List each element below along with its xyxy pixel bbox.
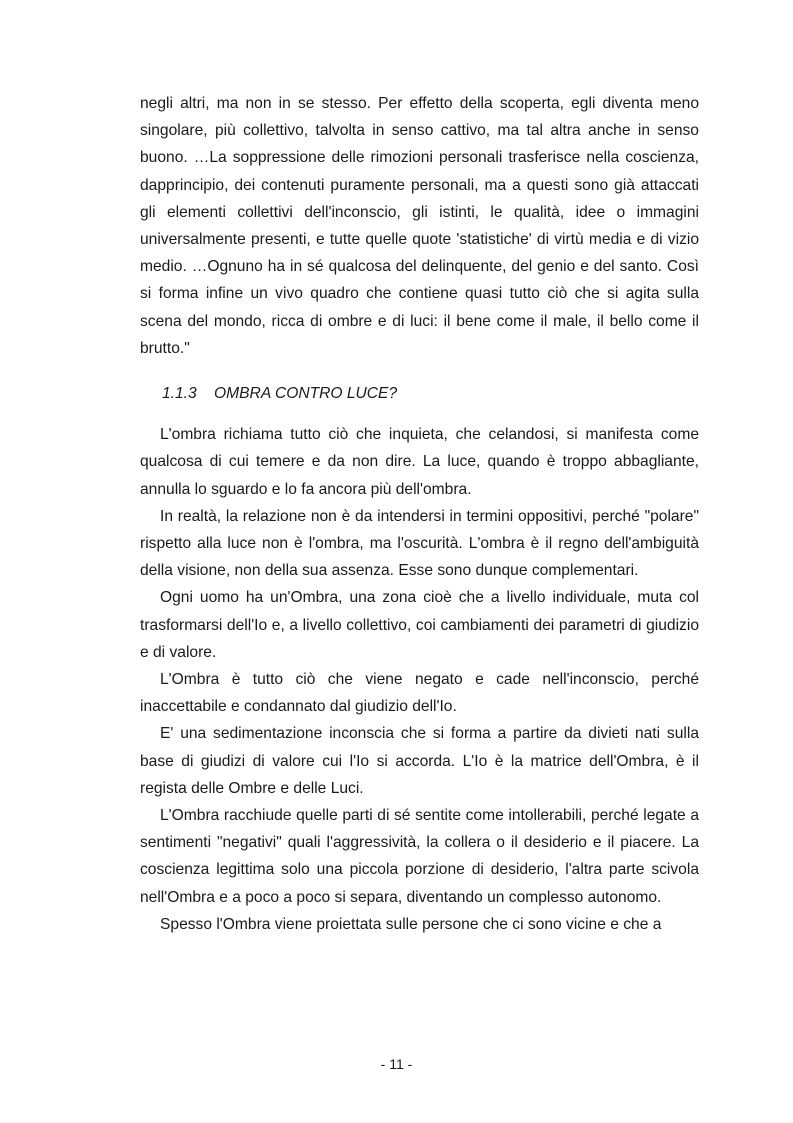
- section-title: OMBRA CONTRO LUCE?: [214, 385, 398, 403]
- intro-paragraph: negli altri, ma non in se stesso. Per effetto della scoperta, egli diventa meno singolare, più collettivo, talvolta in senso cattivo, ma tal altra anche in senso buono. …La soppressione delle rimozioni personali trasferisce nella coscienza, dapprincipio, dei contenuti puramente personali, ma a questi sono già attaccati gli elementi collettivi dell'inconscio, gli istinti, le qualità, idee o immagini universalmente presenti, e tutte quelle quote 'statistiche' di virtù media e di vizio medio. …Ognuno ha in sé qualcosa del delinquente, del genio e del santo. Così si forma infine un vivo quadro che contiene quasi tutto ciò che si agita sulla scena del mondo, ricca di ombre e di luci: il bene come il male, il bello come il brutto.": [140, 95, 699, 357]
- body-paragraph: Spesso l'Ombra viene proiettata sulle persone che ci sono vicine e che a: [160, 915, 662, 933]
- page-number: - 11 -: [380, 1056, 413, 1072]
- body-paragraph: E' una sedimentazione inconscia che si forma a partire da divieti nati sulla base di giudizi di valore cui l'Io si accorda. L'Io è la matrice dell'Ombra, è il regista delle Ombre e delle Luci.: [140, 725, 699, 797]
- section-heading: [140, 380, 699, 407]
- body-paragraph: Ogni uomo ha un'Ombra, una zona cioè che a livello individuale, muta col trasformarsi dell'Io e, a livello collettivo, coi cambiamenti dei parametri di giudizio e di valore.: [140, 589, 699, 661]
- page-body: [140, 90, 699, 938]
- body-paragraph: In realtà, la relazione non è da intendersi in termini oppositivi, perché "polare" rispetto alla luce non è l'ombra, ma l'oscurità. L'ombra è il regno dell'ambiguità della visione, non della sua assenza. Esse sono dunque complementari.: [140, 507, 699, 580]
- body-paragraph: L'ombra richiama tutto ciò che inquieta, che celandosi, si manifesta come qualcosa di cui temere e da non dire. La luce, quando è troppo abbagliante, annulla lo sguardo e lo fa ancora più dell'ombra.: [140, 426, 699, 498]
- section-number: 1.1.3: [162, 385, 197, 403]
- body-paragraph: L'Ombra racchiude quelle parti di sé sentite come intollerabili, perché legate a sentimenti "negativi" quali l'aggressività, la collera o il desiderio e il piacere. La coscienza legittima solo una piccola porzione di desiderio, l'altra parte scivola nell'Ombra e a poco a poco si separa, diventando un complesso autonomo.: [140, 807, 699, 906]
- body-paragraph: L'Ombra è tutto ciò che viene negato e cade nell'inconscio, perché inaccettabile e condannato dal giudizio dell'Io.: [140, 671, 699, 716]
